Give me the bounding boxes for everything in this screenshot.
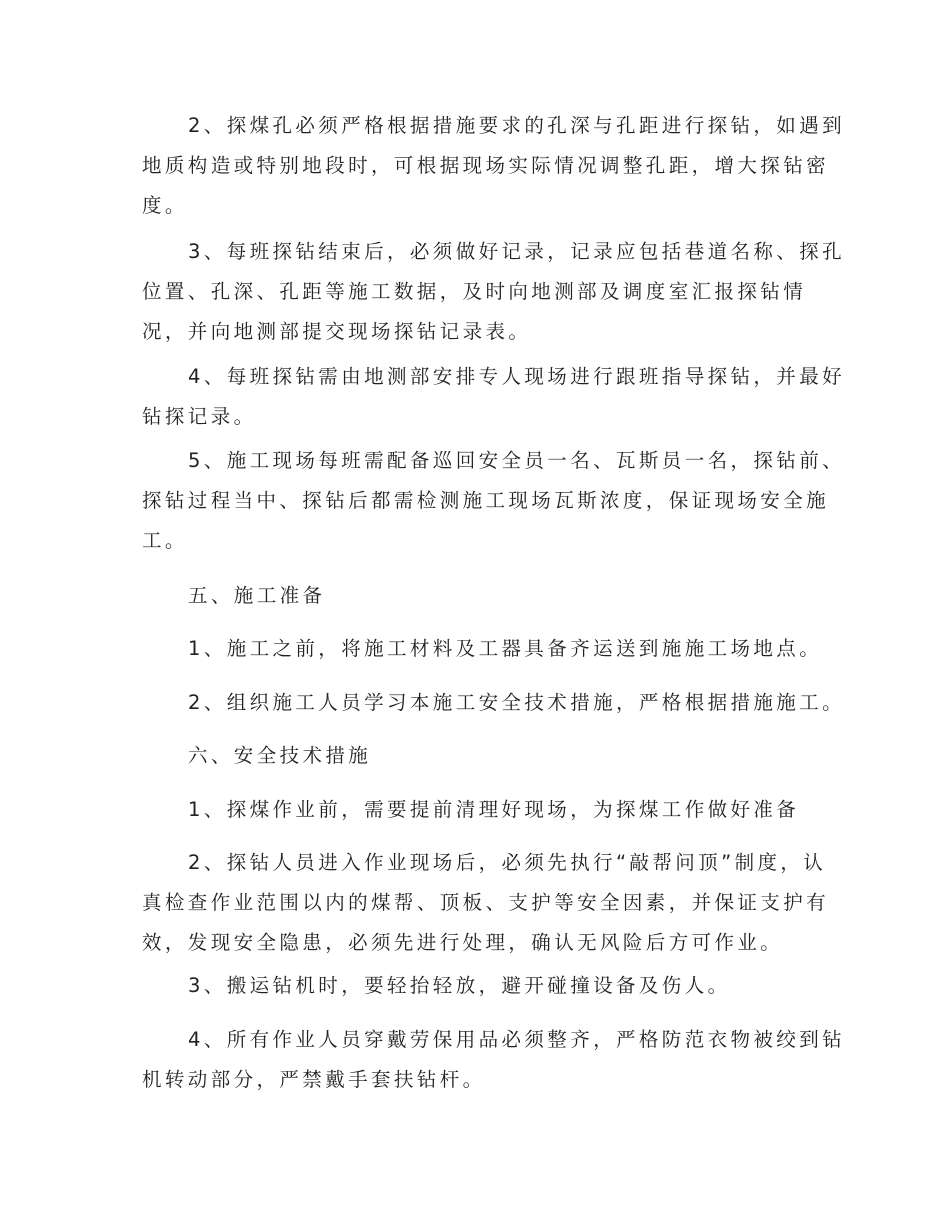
text-line: 探钻过程当中、探钻后都需检测施工现场瓦斯浓度，保证现场安全施 — [142, 489, 830, 512]
paragraph-drill-handling — [142, 966, 806, 1006]
paragraph-roof-check — [142, 843, 830, 963]
section-heading-safety — [142, 736, 806, 776]
text-line: 况，并向地测部提交现场探钻记录表。 — [142, 320, 532, 343]
text-line: 1、探煤作业前，需要提前清理好现场，为探煤工作做好准备 — [188, 798, 800, 821]
paragraph-site-cleanup — [142, 790, 806, 830]
text-line: 机转动部分，严禁戴手套扶钻杆。 — [142, 1068, 486, 1091]
paragraph-gas-inspection — [142, 441, 846, 561]
heading-text: 五、施工准备 — [188, 584, 326, 607]
text-line: 2、探钻人员进入作业现场后，必须先执行“敲帮问顶”制度，认 — [188, 851, 827, 874]
text-line: 工。 — [142, 529, 188, 552]
text-line: 2、组织施工人员学习本施工安全技术措施，严格根据措施施工。 — [188, 691, 846, 714]
text-line: 2、探煤孔必须严格根据措施要求的孔深与孔距进行探钻，如遇到 — [188, 114, 846, 137]
text-line: 位置、孔深、孔距等施工数据，及时向地测部及调度室汇报探钻情 — [142, 280, 807, 303]
text-line: 钻探记录。 — [142, 405, 257, 428]
text-line: 3、搬运钻机时，要轻抬轻放，避开碰撞设备及伤人。 — [188, 974, 731, 997]
paragraph-shift-record — [142, 232, 846, 352]
text-line: 1、施工之前，将施工材料及工器具备齐运送到施施工场地点。 — [188, 637, 823, 660]
paragraph-training — [142, 683, 846, 723]
paragraph-protective-gear — [142, 1020, 846, 1100]
text-line: 4、所有作业人员穿戴劳保用品必须整齐，严格防范衣物被绞到钻 — [188, 1028, 846, 1051]
text-line: 4、每班探钻需由地测部安排专人现场进行跟班指导探钻，并最好 — [188, 365, 846, 388]
text-line: 真检查作业范围以内的煤帮、顶板、支护等安全因素，并保证支护有 — [142, 891, 830, 914]
text-line: 度。 — [142, 194, 188, 217]
section-heading-preparation — [142, 576, 806, 616]
text-line: 3、每班探钻结束后，必须做好记录，记录应包括巷道名称、探孔 — [188, 240, 846, 263]
text-line: 地质构造或特别地段时，可根据现场实际情况调整孔距，增大探钻密 — [142, 154, 830, 177]
paragraph-materials — [142, 629, 823, 669]
paragraph-drilling-depth — [142, 106, 846, 226]
text-line: 效，发现安全隐患，必须先进行处理，确认无风险后方可作业。 — [142, 931, 784, 954]
text-line: 5、施工现场每班需配备巡回安全员一名、瓦斯员一名，探钻前、 — [188, 449, 846, 472]
paragraph-shift-guidance — [142, 357, 846, 437]
heading-text: 六、安全技术措施 — [188, 744, 372, 767]
